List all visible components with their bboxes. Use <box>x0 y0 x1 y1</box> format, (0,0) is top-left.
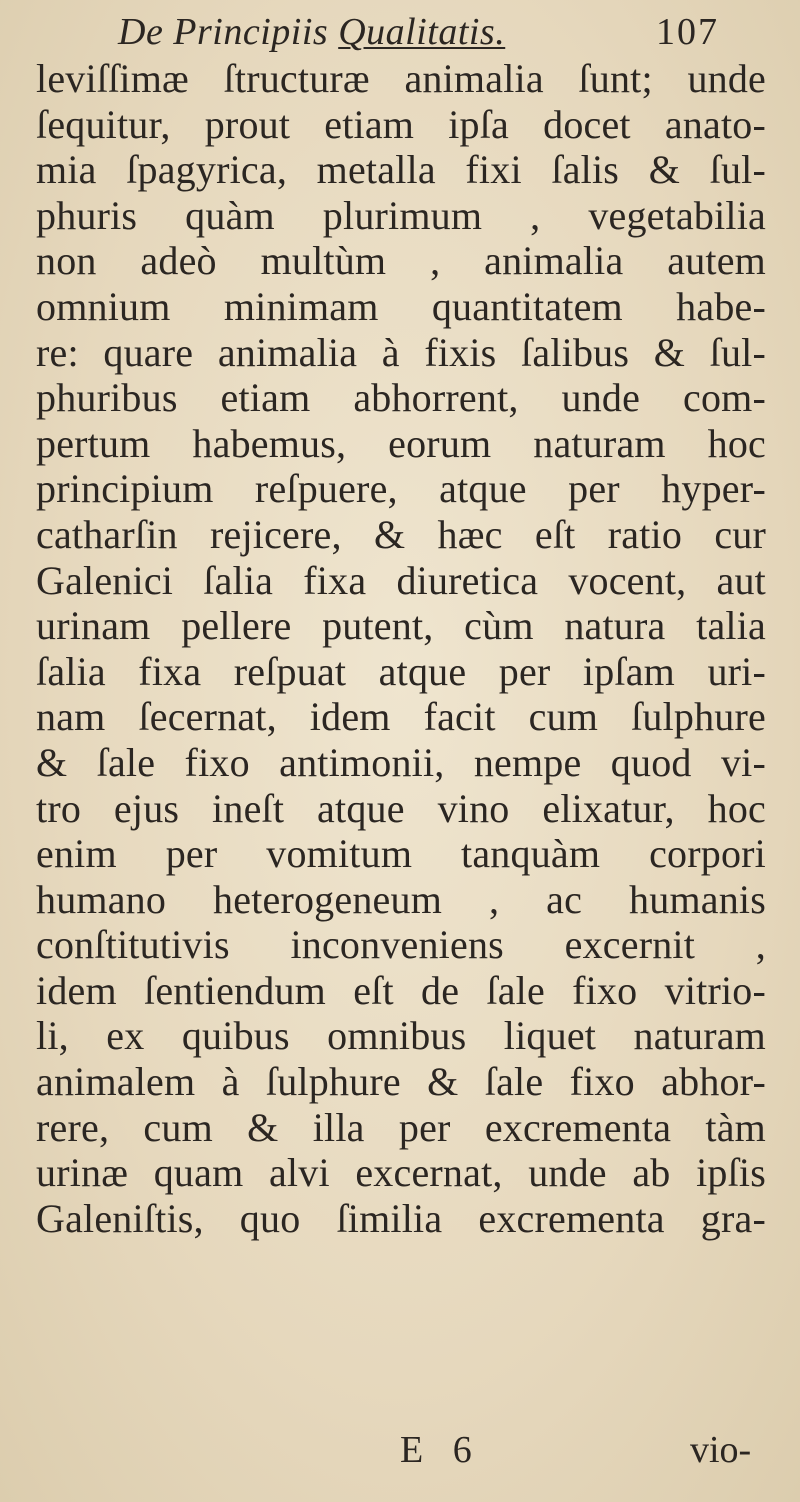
page-number: 107 <box>656 11 719 53</box>
text-line: non adeò multùm , animalia autem <box>36 238 766 284</box>
text-line: mia ſpagyrica, metalla fixi ſalis & ſul- <box>36 147 766 193</box>
text-line: urinam pellere putent, cùm natura talia <box>36 603 766 649</box>
catchword: vio- <box>690 1429 752 1471</box>
body-text <box>36 56 766 1241</box>
running-head <box>118 10 505 54</box>
text-line: pertum habemus, eorum naturam hoc <box>36 420 766 466</box>
text-line: humano heterogeneum , ac humanis <box>36 876 766 922</box>
text-line: tro ejus ineſt atque vino elixatur, hoc <box>36 785 766 831</box>
text-line: Galeniſtis, quo ſimilia excrementa gra- <box>36 1195 766 1241</box>
text-line: ſalia fixa reſpuat atque per ipſam uri- <box>36 648 766 694</box>
text-line: nam ſecernat, idem facit cum ſulphure <box>36 694 766 740</box>
text-line: & ſale fixo antimonii, nempe quod vi- <box>36 739 766 785</box>
text-line: li, ex quibus omnibus liquet naturam <box>36 1013 766 1059</box>
text-line: leviſſimæ ſtructuræ animalia ſunt; unde <box>36 56 766 101</box>
text-line: omnium minimam quantitatem habe- <box>36 283 766 329</box>
text-line: principium reſpuere, atque per hyper- <box>36 466 766 512</box>
text-line: rere, cum & illa per excrementa tàm <box>36 1104 766 1150</box>
running-head-underlined: Qualitatis. <box>338 11 506 53</box>
text-line: urinæ quam alvi excernat, unde ab ipſis <box>36 1150 766 1196</box>
text-line: enim per vomitum tanquàm corpori <box>36 831 766 877</box>
text-line: ſequitur, prout etiam ipſa docet anato- <box>36 101 766 147</box>
text-line: catharſin rejicere, & hæc eſt ratio cur <box>36 511 766 557</box>
text-line: conſtitutivis inconveniens excernit , <box>36 922 766 968</box>
text-line: Galenici ſalia fixa diuretica vocent, aut <box>36 557 766 603</box>
text-line: animalem à ſulphure & ſale fixo abhor- <box>36 1059 766 1105</box>
page-footer <box>0 1428 800 1478</box>
signature-mark: E 6 <box>400 1429 482 1471</box>
text-line: phuribus etiam abhorrent, unde com- <box>36 375 766 421</box>
running-head-prefix: De Principiis <box>118 11 329 53</box>
page-header <box>118 10 758 60</box>
text-line: idem ſentiendum eſt de ſale fixo vitrio- <box>36 967 766 1013</box>
text-line: phuris quàm plurimum , vegetabilia <box>36 192 766 238</box>
text-line: re: quare animalia à fixis ſalibus & ſul- <box>36 329 766 375</box>
